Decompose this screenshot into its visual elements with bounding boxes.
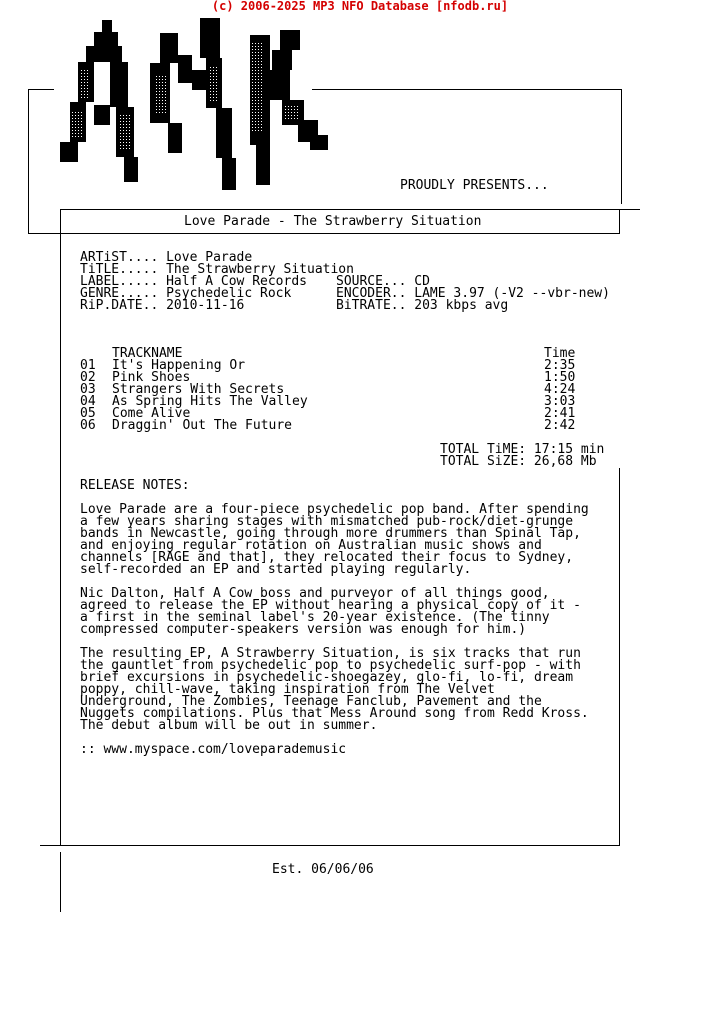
track-name: Come Alive: [112, 406, 191, 421]
label-label: LABEL.....: [80, 274, 159, 289]
title-box-bottom: [60, 233, 620, 234]
notes-line: brief excursions in psychedelic-shoegazey, glo-fi, lo-fi, dream: [80, 670, 574, 685]
notes-line: Underground, The Zombies, Teenage Fanclub, Pavement and the: [80, 694, 542, 709]
ripdate-label: RiP.DATE..: [80, 298, 159, 313]
bitrate-value: 203 kbps avg: [414, 298, 509, 313]
track-number: 05: [80, 406, 96, 421]
ripdate-value: 2010-11-16: [166, 298, 245, 313]
track-number: 06: [80, 418, 96, 433]
notes-line: Nic Dalton, Half A Cow boss and purveyor of all things good,: [80, 586, 550, 601]
notes-line: bands in Newcastle, going through more drummers than Spinal Tap,: [80, 526, 581, 541]
track-time: 2:35: [544, 358, 576, 373]
presents-text: PROUDLY PRESENTS...: [400, 178, 549, 193]
frame-top-right: [312, 89, 622, 90]
notes-line: poppy, chill-wave, taking inspiration from The Velvet: [80, 682, 495, 697]
notes-line: self-recorded an EP and started playing regularly.: [80, 562, 472, 577]
amk-logo: [50, 15, 340, 205]
notes-line: agreed to release the EP without hearing a physical copy of it -: [80, 598, 581, 613]
notes-paragraph-3: [80, 648, 589, 732]
total-size-value: 26,68 Mb: [533, 454, 597, 469]
notes-line: a first in the seminal label's 20-year existence. (The tinny: [80, 610, 550, 625]
notes-line: a few years sharing stages with mismatched pub-rock/diet-grunge: [80, 514, 574, 529]
label-value: Half A Cow Records: [166, 274, 307, 289]
total-time-label: TOTAL TiME:: [440, 442, 527, 457]
source-value: CD: [414, 274, 430, 289]
est-date: Est. 06/06/06: [272, 862, 374, 877]
title-value: The Strawberry Situation: [166, 262, 354, 277]
tracklist: [80, 348, 620, 468]
frame-left-outer: [28, 89, 29, 234]
track-number: 04: [80, 394, 96, 409]
notes-paragraph-1: [80, 504, 589, 576]
info-block: [80, 252, 620, 312]
myspace-link[interactable]: :: www.myspace.com/loveparademusic: [80, 742, 347, 757]
notes-line: channels [RAGE and that], they relocated their focus to Sydney,: [80, 550, 574, 565]
notes-line: Nuggets compilations. Plus that Mess Around song from Redd Kross.: [80, 706, 589, 721]
track-name: As Spring Hits The Valley: [112, 394, 308, 409]
track-name: Draggin' Out The Future: [112, 418, 293, 433]
frame-top-left: [28, 89, 54, 90]
track-name: Strangers With Secrets: [112, 382, 285, 397]
watermark: (c) 2006-2025 MP3 NFO Database [nfodb.ru]: [211, 0, 509, 13]
encoder-value: LAME 3.97 (-V2 --vbr-new): [414, 286, 610, 301]
artist-label: ARTiST....: [80, 250, 159, 265]
artist-value: Love Parade: [166, 250, 253, 265]
track-name: It's Happening Or: [112, 358, 246, 373]
total-time-value: 17:15 min: [533, 442, 605, 457]
track-time: 2:42: [544, 418, 576, 433]
genre-value: Psychedelic Rock: [166, 286, 292, 301]
track-time: 4:24: [544, 382, 576, 397]
frame-bottom-left: [28, 233, 60, 234]
title-box-left: [60, 209, 61, 845]
genre-label: GENRE.....: [80, 286, 159, 301]
content-right-border: [619, 468, 620, 845]
title-label: TiTLE.....: [80, 262, 159, 277]
tracklist-header-time: Time: [544, 346, 576, 361]
track-number: 01: [80, 358, 96, 373]
track-number: 03: [80, 382, 96, 397]
notes-line: The resulting EP, A Strawberry Situation, is six tracks that run: [80, 646, 581, 661]
notes-line: compressed computer-speakers version was enough for him.): [80, 622, 527, 637]
bitrate-label: BiTRATE..: [336, 298, 407, 313]
tracklist-header-name: TRACKNAME: [112, 346, 183, 361]
frame-right-outer: [621, 89, 622, 204]
track-name: Pink Shoes: [112, 370, 191, 385]
title-box-top: [60, 209, 640, 210]
track-number: 02: [80, 370, 96, 385]
notes-line: the gauntlet from psychedelic pop to psychedelic surf-pop - with: [80, 658, 581, 673]
title-box-right: [619, 209, 620, 234]
content-bottom-border: [40, 845, 620, 846]
total-size-label: TOTAL SiZE:: [440, 454, 527, 469]
track-time: 3:03: [544, 394, 576, 409]
notes-line: and enjoying regular rotation on Australian music shows and: [80, 538, 542, 553]
notes-paragraph-2: [80, 588, 581, 636]
notes-line: The debut album will be out in summer.: [80, 718, 378, 733]
notes-heading: RELEASE NOTES:: [80, 478, 190, 493]
track-time: 1:50: [544, 370, 576, 385]
track-time: 2:41: [544, 406, 576, 421]
footer-left-border: [60, 852, 61, 912]
encoder-label: ENCODER..: [336, 286, 407, 301]
release-title: Love Parade - The Strawberry Situation: [184, 214, 482, 229]
source-label: SOURCE...: [336, 274, 407, 289]
notes-line: Love Parade are a four-piece psychedelic pop band. After spending: [80, 502, 589, 517]
